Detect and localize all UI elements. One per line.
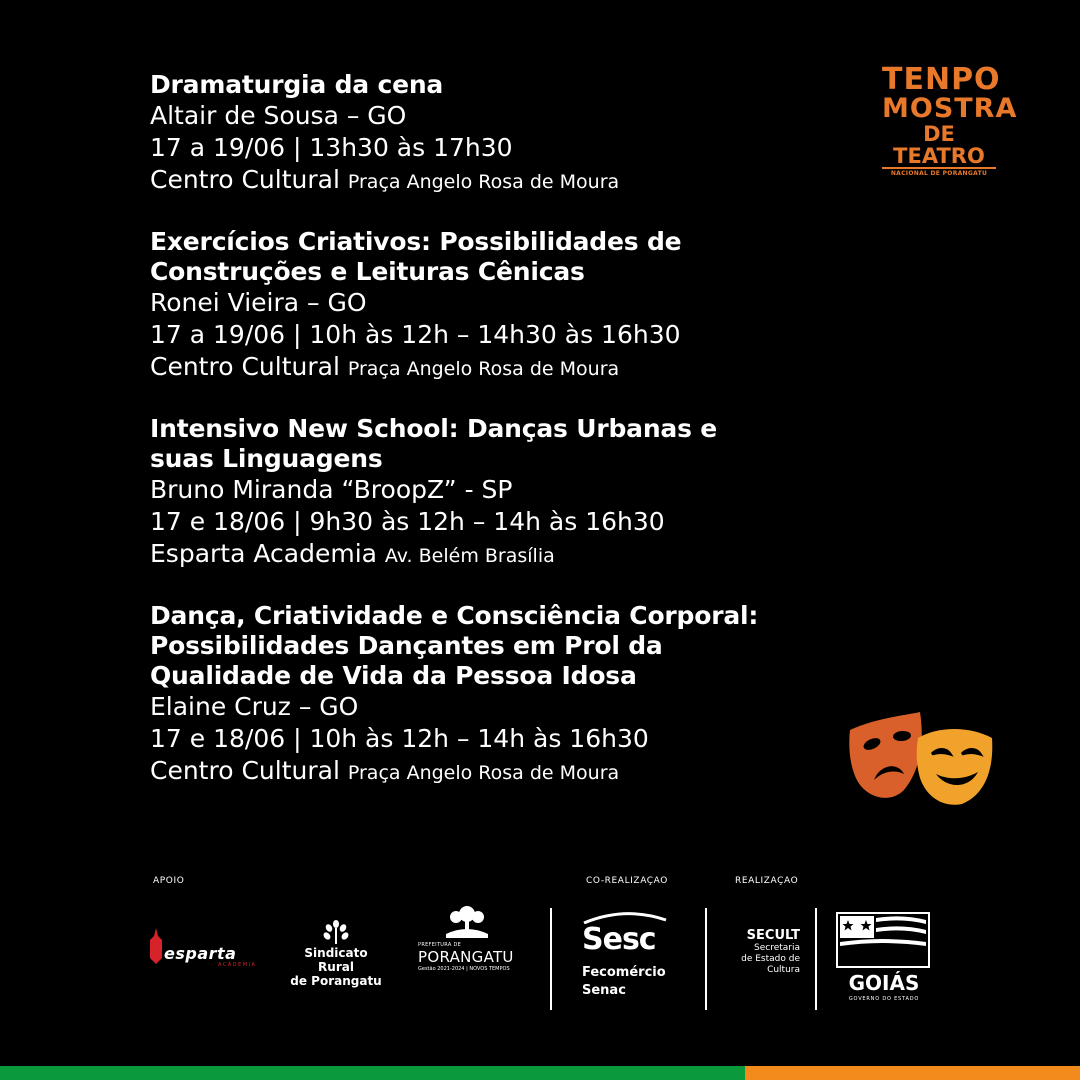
event-item xyxy=(150,414,770,572)
esparta-name: esparta xyxy=(164,944,237,963)
event-title xyxy=(150,601,770,691)
event-address: Praça Angelo Rosa de Moura xyxy=(347,762,620,784)
tenpo-logo xyxy=(882,62,1018,177)
prefeitura-logo xyxy=(414,904,526,972)
apoio-label: APOIO xyxy=(153,876,185,886)
sesc-line: Senac xyxy=(582,983,626,998)
tree-icon xyxy=(442,904,492,938)
corealizacao-label: CO-REALIZAÇAO xyxy=(586,876,668,886)
event-location xyxy=(150,538,770,572)
event-instructor: Bruno Miranda “BroopZ” - SP xyxy=(150,475,513,504)
event-schedule: 17 e 18/06 | 10h às 12h – 14h às 16h30 xyxy=(150,724,649,753)
event-title-line: suas Linguagens xyxy=(150,444,383,473)
secult-name: SECULT xyxy=(746,928,800,943)
comedy-mask-icon xyxy=(917,729,993,805)
bottom-bar-green xyxy=(0,1066,745,1080)
event-title-line: Construções e Leituras Cênicas xyxy=(150,257,585,286)
esparta-sub: ACADEMIA xyxy=(218,962,257,968)
goias-logo xyxy=(836,912,932,1004)
theater-masks-icon xyxy=(846,708,996,808)
event-item xyxy=(150,70,770,198)
event-instructor: Altair de Sousa – GO xyxy=(150,101,407,130)
sindicato-line: de Porangatu xyxy=(290,974,382,988)
event-instructor: Elaine Cruz – GO xyxy=(150,692,359,721)
event-address: Av. Belém Brasília xyxy=(384,545,555,567)
wheat-icon xyxy=(322,920,350,944)
event-instructor: Ronei Vieira – GO xyxy=(150,288,367,317)
logo-line: MOSTRA xyxy=(882,93,1018,124)
event-venue: Centro Cultural xyxy=(150,756,340,785)
logo-line: TENPO xyxy=(882,62,1001,97)
tragedy-mask-icon xyxy=(849,712,921,798)
sesc-line: Fecomércio xyxy=(582,965,666,980)
event-title-line: Dança, Criatividade e Consciência Corporal: xyxy=(150,601,759,630)
divider xyxy=(550,908,552,1010)
secult-line: de Estado de xyxy=(741,954,800,964)
event-location xyxy=(150,755,770,789)
event-title xyxy=(150,227,770,287)
prefeitura-sub: Gestão 2021-2024 | NOVOS TEMPOS xyxy=(418,966,510,972)
event-item xyxy=(150,601,770,789)
event-title-line: Possibilidades Dançantes em Prol da xyxy=(150,631,663,660)
event-location xyxy=(150,351,770,385)
realizacao-label: REALIZAÇAO xyxy=(735,876,799,886)
event-schedule: 17 e 18/06 | 9h30 às 12h – 14h às 16h30 xyxy=(150,507,665,536)
event-schedule: 17 a 19/06 | 10h às 12h – 14h30 às 16h30 xyxy=(150,320,681,349)
goias-flag-icon xyxy=(836,912,930,968)
event-location xyxy=(150,164,770,198)
secult-logo xyxy=(720,928,800,976)
event-schedule: 17 a 19/06 | 13h30 às 17h30 xyxy=(150,133,513,162)
secult-line: Cultura xyxy=(767,965,800,975)
event-title-line: Intensivo New School: Danças Urbanas e xyxy=(150,414,718,443)
logo-line: DE TEATRO xyxy=(882,123,996,169)
prefeitura-top: PREFEITURA DE xyxy=(418,942,462,948)
event-address: Praça Angelo Rosa de Moura xyxy=(347,171,620,193)
event-title-line: Exercícios Criativos: Possibilidades de xyxy=(150,227,682,256)
spartan-helmet-icon xyxy=(148,928,164,964)
prefeitura-name: PORANGATU xyxy=(418,948,514,966)
event-venue: Centro Cultural xyxy=(150,352,340,381)
goias-name: GOIÁS xyxy=(848,971,920,995)
divider xyxy=(815,908,817,1010)
logo-line: NACIONAL DE PORANGATU xyxy=(890,170,988,177)
sindicato-line: Sindicato Rural xyxy=(304,946,368,974)
bottom-bar-orange xyxy=(745,1066,1080,1080)
sesc-name: Sesc xyxy=(582,922,656,957)
event-title xyxy=(150,414,770,474)
goias-sub: GOVERNO DO ESTADO xyxy=(848,996,920,1002)
secult-line: Secretaria xyxy=(754,943,800,953)
event-venue: Esparta Academia xyxy=(150,539,377,568)
event-title-line: Qualidade de Vida da Pessoa Idosa xyxy=(150,661,637,690)
event-venue: Centro Cultural xyxy=(150,165,340,194)
sindicato-logo xyxy=(286,920,386,988)
event-list xyxy=(150,70,770,818)
event-address: Praça Angelo Rosa de Moura xyxy=(347,358,620,380)
event-title xyxy=(150,70,770,100)
divider xyxy=(705,908,707,1010)
event-title-line: Dramaturgia da cena xyxy=(150,70,444,99)
event-item xyxy=(150,227,770,385)
